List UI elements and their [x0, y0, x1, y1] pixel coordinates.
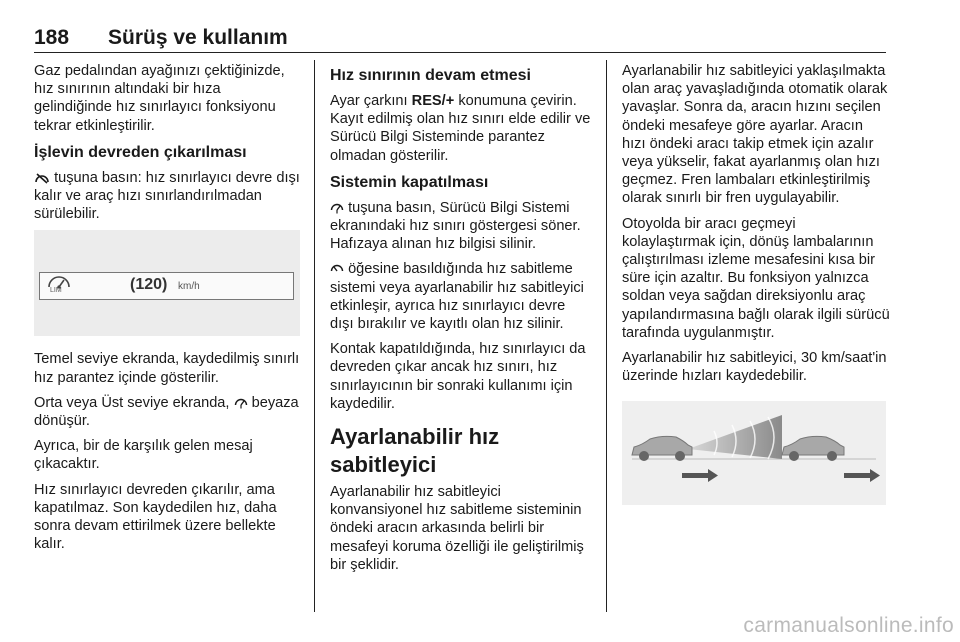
paragraph: Ayarlanabilir hız sabitleyici, 30 km/saat'in üzerinde hızları kaydedebilir.: [622, 350, 887, 385]
paragraph-text: tuşuna basın: hız sınırlayıcı devre dışı kalır ve araç hızı sınırlandırılmadan sürülebilir.: [34, 169, 300, 223]
paragraph: Temel seviye ekranda, kaydedilmiş sınırlı hız parantez içinde gösterilir.: [34, 351, 300, 386]
section-heading: Sistemin kapatılması: [330, 173, 489, 191]
speed-limiter-icon: [330, 201, 344, 214]
lim-label: LIM: [50, 287, 62, 295]
page-number: 188: [34, 26, 70, 49]
page-title: Sürüş ve kullanım: [108, 26, 288, 49]
speed-limiter-off-icon: [34, 172, 50, 184]
paragraph-text: Orta veya Üst seviye ekranda,: [34, 394, 230, 411]
paragraph: [34, 169, 300, 224]
header-rule: [34, 52, 886, 53]
section-heading: İşlevin devreden çıkarılması: [34, 143, 247, 161]
paragraph: [330, 199, 592, 254]
speed-limit-gauge: [39, 272, 294, 300]
paragraph: [330, 92, 592, 165]
column-1: [34, 62, 300, 560]
paragraph-text: öğesine basıldığında hız sabitleme sistemi veya ayarlanabilir hız sabitleyici etkinleşir, ayrıca hız sınırlayıcı devre dışı bırakılır ve kayıtlı olan hız silinir.: [330, 261, 584, 333]
paragraph: Hız sınırlayıcı devreden çıkarılır, ama kapatılmaz. Son kaydedilen hız, daha sonra devam ettirilmek üzere bellekte kalır.: [34, 481, 277, 553]
page-header: [34, 22, 886, 50]
preceding-car: [782, 437, 844, 462]
speed-unit: km/h: [178, 281, 200, 293]
direction-arrow: [844, 469, 880, 482]
speed-limit-display-illustration: [34, 230, 300, 336]
adaptive-cruise-diagram: [622, 401, 886, 505]
column-divider: [606, 60, 607, 612]
paragraph-text: beyaza dönüşür.: [34, 394, 299, 430]
section-heading: Hız sınırının devam etmesi: [330, 67, 531, 84]
watermark: carmanualsonline.info: [743, 614, 954, 637]
paragraph-text: tuşuna basın, Sürücü Bilgi Sistemi ekranındaki hız sınırı göstergesi söner. Hafızaya alınan hız bilgisi silinir.: [330, 199, 581, 253]
adaptive-cruise-illustration: [622, 401, 886, 505]
res-plus-keyword: RES/+: [411, 93, 455, 109]
speed-limiter-icon: [234, 396, 248, 409]
paragraph: Kontak kapatıldığında, hız sınırlayıcı da devreden çıkar ancak hız sınırı, hız sınırlayıcının bir sonraki kullanımı için kaydedilir.: [330, 341, 586, 412]
paragraph: Otoyolda bir aracı geçmeyi kolaylaştırmak için, dönüş lambalarının çalıştırılması izleme mesafesini kısa bir süre için azaltır. Bu fonksiyon yalnızca soldan veya sağdan direksiyonlu araç yapılandırmasına bağlı olarak ilgili sürücü tarafında uygulanmıştır.: [622, 215, 890, 341]
paragraph: Ayrıca, bir de karşılık gelen mesaj çıkacaktır.: [34, 438, 253, 473]
following-car: [632, 437, 692, 462]
paragraph: [330, 260, 592, 333]
speed-value: (120): [130, 276, 168, 294]
paragraph: Ayarlanabilir hız sabitleyici yaklaşılmakta olan araç yavaşladığında otomatik olarak yavaşlar. Sonra da, aracın hızını seçilen öndeki mesafeye göre ayarlar. Aracın hızı öndeki aracı takip etmek için azalır veya yükselir, fakat ayarlanmış olan hızı geçmez. Fren lambaları etkinleştirilmiş olarak sınırlı bir fren uygulayabilir.: [622, 63, 888, 207]
direction-arrow: [682, 469, 718, 482]
chapter-heading: Ayarlanabilir hız sabitleyici: [330, 424, 500, 478]
paragraph: Gaz pedalından ayağınızı çektiğinizde, hız sınırının altındaki bir hıza gelindiğinde hız sınırlayıcı fonksiyonu tekrar etkinleştirilir.: [34, 63, 285, 134]
paragraph-text: Ayar çarkını: [330, 93, 408, 109]
column-2: [330, 62, 592, 581]
paragraph: [34, 394, 300, 430]
column-divider: [314, 60, 315, 612]
column-3: [622, 62, 890, 505]
paragraph: Ayarlanabilir hız sabitleyici konvansiyonel hız sabitleme sisteminin öndeki aracın arkasında belirli bir mesafeyi koruma özelliği ile geliştirilmiş bir şeklidir.: [330, 484, 584, 573]
cruise-control-icon: [330, 262, 344, 275]
paragraph-text: konumuna çevirin. Kayıt edilmiş olan hız sınırı elde edilir ve Sürücü Bilgi Sisteminde parantez olmadan gösterilir.: [330, 93, 591, 164]
